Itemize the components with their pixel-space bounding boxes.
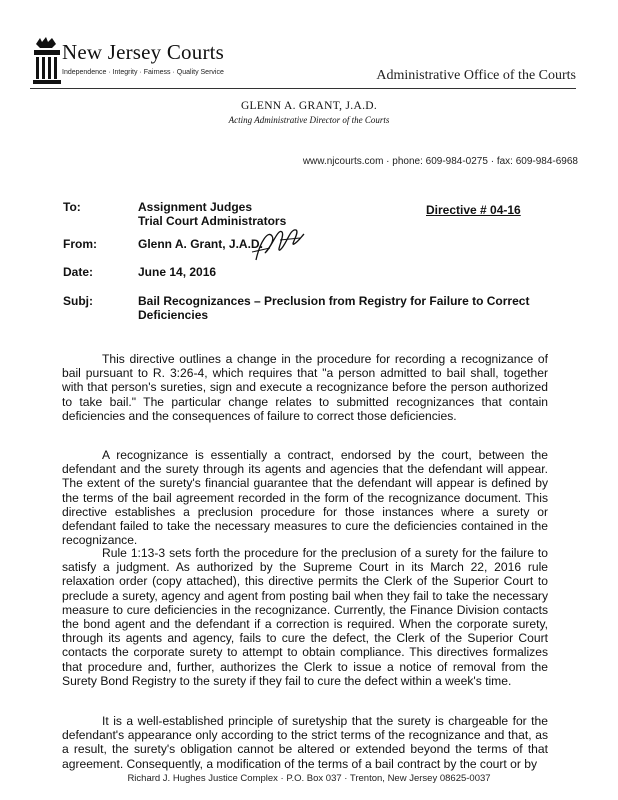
to-label: To: (63, 200, 81, 214)
body-paragraph-3: Rule 1:13-3 sets forth the procedure for the preclusion of a surety for the failure to satisfy a judgment. As authorized by the Supreme Court in its March 22, 2016 rule relaxation order (copy attached), this directive permits the Clerk of the Superior Court to preclude a surety, agency and agent from posting bail when they fail to take the necessary measure to cure deficiencies in the recognizance. Currently, the Finance Division contacts the bond agent and the defendant if a correction is required. When the corporate surety, through its agents and agency, fails to cure the defect, the Clerk of the Superior Court contacts the corporate surety to attempt to obtain compliance. This directives formalizes that procedure and, further, authorizes the Clerk to issue a notice of removal from the Surety Bond Registry to the surety if they fail to cure the defect within a week's time. (62, 546, 548, 688)
nj-courts-logo-icon (30, 36, 64, 86)
directive-number: Directive # 04-16 (426, 203, 521, 217)
subject-line-1: Bail Recognizances – Preclusion from Registry for Failure to Correct (138, 294, 530, 308)
letterhead-divider (30, 88, 576, 89)
body-paragraph-4: It is a well-established principle of suretyship that the surety is chargeable for the defendant's appearance only according to the strict terms of the recognizance and that, as a result, the surety's obligation cannot be altered or extended beyond the terms of that agreement. Consequently, a modification of the terms of a bail contract by the court or by (62, 714, 548, 771)
director-name: GLENN A. GRANT, J.A.D. (240, 100, 378, 112)
office-name: Administrative Office of the Courts (376, 68, 576, 83)
to-recipient-1: Assignment Judges (138, 200, 253, 214)
from-value: Glenn A. Grant, J.A.D. (138, 237, 263, 251)
body-paragraph-1: This directive outlines a change in the procedure for recording a recognizance of bail pursuant to R. 3:26-4, which requires that "a person admitted to bail shall, together with that person's sureties, sign and execute a recognizance before the person authorized to take bail." The particular change relates to submitted recognizances that contain deficiencies and the consequences of failure to correct those deficiencies. (62, 352, 548, 423)
body-paragraph-2: A recognizance is essentially a contract, endorsed by the court, between the defendant and the surety through its agents and agencies that the defendant will appear. The extent of the surety's financial guarantee that the defendant will appear is defined by the terms of the bail agreement recorded in the form of the recognizance document. This directive establishes a preclusion procedure for those instances where a surety or defendant failed to take the necessary measures to cure the deficiencies contained in the recognizance. (62, 448, 548, 548)
signature-icon (250, 222, 306, 266)
director-title: Acting Administrative Director of the Courts (228, 115, 390, 125)
to-recipient-2: Trial Court Administrators (138, 214, 287, 228)
org-tagline: Independence · Integrity · Fairness · Quality Service (62, 69, 224, 76)
subject-label: Subj: (63, 294, 93, 308)
contact-line: www.njcourts.com · phone: 609-984-0275 · fax: 609-984-6968 (302, 156, 578, 167)
subject-line-2: Deficiencies (138, 308, 209, 322)
org-name: New Jersey Courts (62, 40, 225, 64)
date-label: Date: (63, 265, 94, 279)
page-footer: Richard J. Hughes Justice Complex · P.O. Box 037 · Trenton, New Jersey 08625-0037 (127, 773, 491, 784)
date-value: June 14, 2016 (138, 265, 217, 279)
from-label: From: (63, 237, 97, 251)
